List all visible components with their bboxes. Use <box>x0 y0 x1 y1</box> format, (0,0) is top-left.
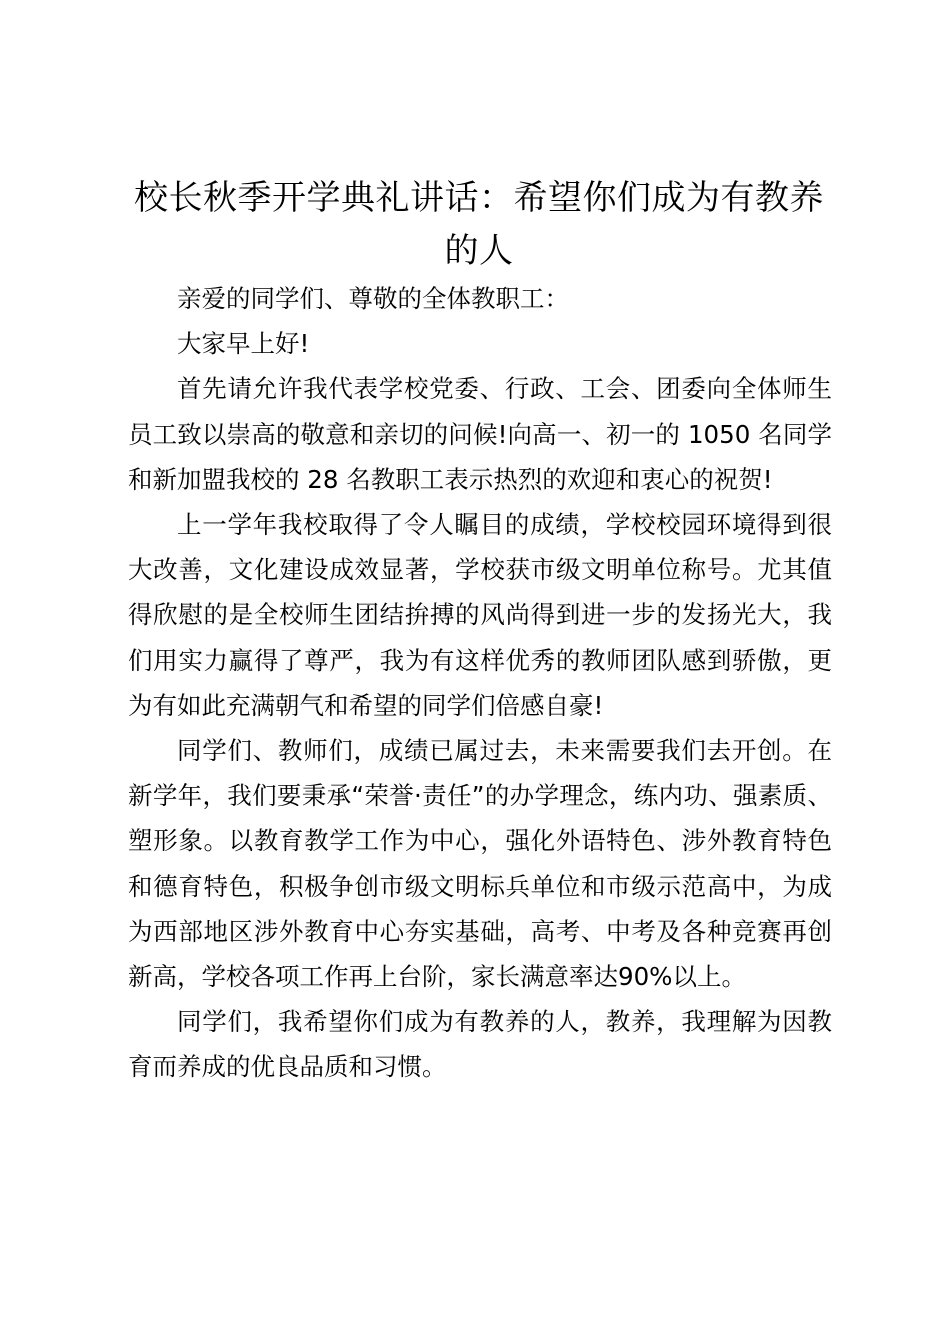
paragraph-achievements: 上一学年我校取得了令人瞩目的成绩，学校校园环境得到很大改善，文化建设成效显著，学校获市级文明单位称号。尤其值得欣慰的是全校师生团结拚搏的风尚得到进一步的发扬光大，我们用实力赢得了尊严，我为有这样优秀的教师团队感到骄傲，更为有如此充满朝气和希望的同学们倍感自豪! <box>128 510 832 720</box>
paragraph-hope: 同学们，我希望你们成为有教养的人，教养，我理解为因教育而养成的优良品质和习惯。 <box>128 1007 832 1082</box>
paragraph-welcome: 首先请允许我代表学校党委、行政、工会、团委向全体师生员工致以崇高的敬意和亲切的问候!向高一、初一的 1050 名同学和新加盟我校的 28 名教职工表示热烈的欢迎和衷心的祝贺! <box>128 374 832 494</box>
paragraph-salutation: 亲爱的同学们、尊敬的全体教职工： <box>177 284 569 313</box>
document-title: 校长秋季开学典礼讲话：希望你们成为有教养的人 <box>134 178 824 271</box>
paragraph-greeting: 大家早上好! <box>177 329 310 359</box>
document-body <box>128 276 832 1090</box>
paragraph-new-year-goals: 同学们、教师们，成绩已属过去，未来需要我们去开创。在新学年，我们要秉承“荣誉·责任”的办学理念，练内功、强素质、塑形象。以教育教学工作为中心，强化外语特色、涉外教育特色和德育特色，积极争创市级文明标兵单位和市级示范高中，为成为西部地区涉外教育中心夯实基础，高考、中考及各种竞赛再创新高，学校各项工作再上台阶，家长满意率达90%以上。 <box>128 736 832 992</box>
